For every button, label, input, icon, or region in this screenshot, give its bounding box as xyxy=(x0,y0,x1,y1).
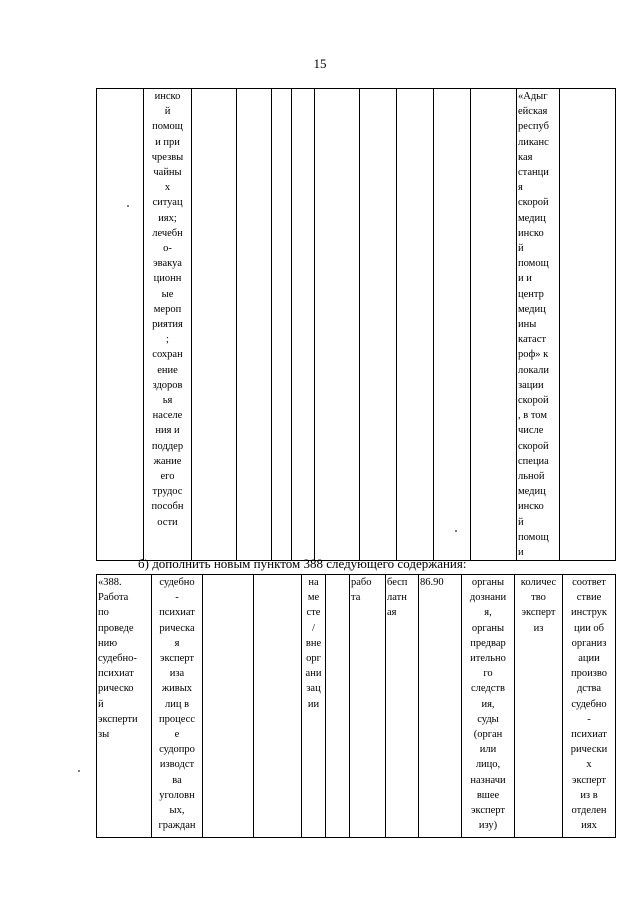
scan-speck xyxy=(78,770,80,772)
t2-cell-type xyxy=(350,575,386,838)
t1-cell-11 xyxy=(471,89,517,561)
t1-cell-9 xyxy=(397,89,434,561)
t1-cell-4 xyxy=(237,89,272,561)
t1-cell-2 xyxy=(144,89,192,561)
t2-cell-3 xyxy=(203,575,254,838)
t2-consumers-text: органы дознани я, органы предвар ительно го следств ия, суды (орган или лицо, назначи вшее эксперт изу) xyxy=(469,577,507,832)
t1-cell-8 xyxy=(360,89,397,561)
t1-cell-1 xyxy=(97,89,144,561)
scan-speck xyxy=(127,205,129,207)
t2-work-name-text: «388. Работа по проведе нию судебно- психиат рическо й эксперти зы xyxy=(98,577,138,741)
intro-paragraph: б) дополнить новым пунктом 388 следующего содержания: xyxy=(138,556,467,571)
t1-organization-text: «Адыг ейская респуб ликанс кая станци я скорой медиц инско й помощ и и центр медиц ины катаст роф» к локали зации скорой , в том числе скорой специа льной медиц инско й помощ и xyxy=(518,91,550,559)
t2-cell-payment xyxy=(386,575,419,838)
scan-speck xyxy=(455,530,457,532)
t2-cell-content xyxy=(152,575,203,838)
item-388-table xyxy=(96,574,616,838)
t1-cell-10 xyxy=(434,89,471,561)
t2-place-text: на ме сте / вне орг ани зац ии xyxy=(305,577,322,710)
t2-type-text: рабо та xyxy=(351,577,372,604)
t1-cell-13 xyxy=(560,89,616,561)
continuation-table xyxy=(96,88,616,561)
t2-cell-consumers xyxy=(462,575,515,838)
t2-cell-work-name xyxy=(97,575,152,838)
t2-cell-place xyxy=(302,575,326,838)
t1-cell-5 xyxy=(272,89,292,561)
t1-cell-3 xyxy=(192,89,237,561)
t2-indicator-text: количес тво эксперт из xyxy=(520,577,557,634)
t1-cell-6 xyxy=(292,89,315,561)
t1-cell-12 xyxy=(517,89,560,561)
t2-cell-indicator xyxy=(515,575,563,838)
t2-cell-4 xyxy=(254,575,302,838)
t2-cell-6 xyxy=(326,575,350,838)
t2-cell-code xyxy=(419,575,462,838)
t1-cell-7 xyxy=(315,89,360,561)
t2-quality-text: соответ ствие инструк ции об организ ации произво дства судебно - психиат рически х эксперт из в отделен иях xyxy=(570,577,608,832)
t2-cell-quality xyxy=(563,575,616,838)
t2-content-text: судебно - психиат рическа я эксперт иза живых лиц в процесс е судопро изводст ва уголовн ых, граждан xyxy=(158,577,196,832)
t2-code-text: 86.90 xyxy=(420,577,444,588)
page-number: 15 xyxy=(313,56,327,71)
t2-payment-text: бесп латн ая xyxy=(387,577,408,619)
t1-service-content-text: инско й помощ и при чрезвы чайны х ситуац иях; лечебн о- эвакуа ционн ые мероп риятия ; сохран ение здоров ья населе ния и поддер жание его трудос пособн ости xyxy=(151,91,184,528)
